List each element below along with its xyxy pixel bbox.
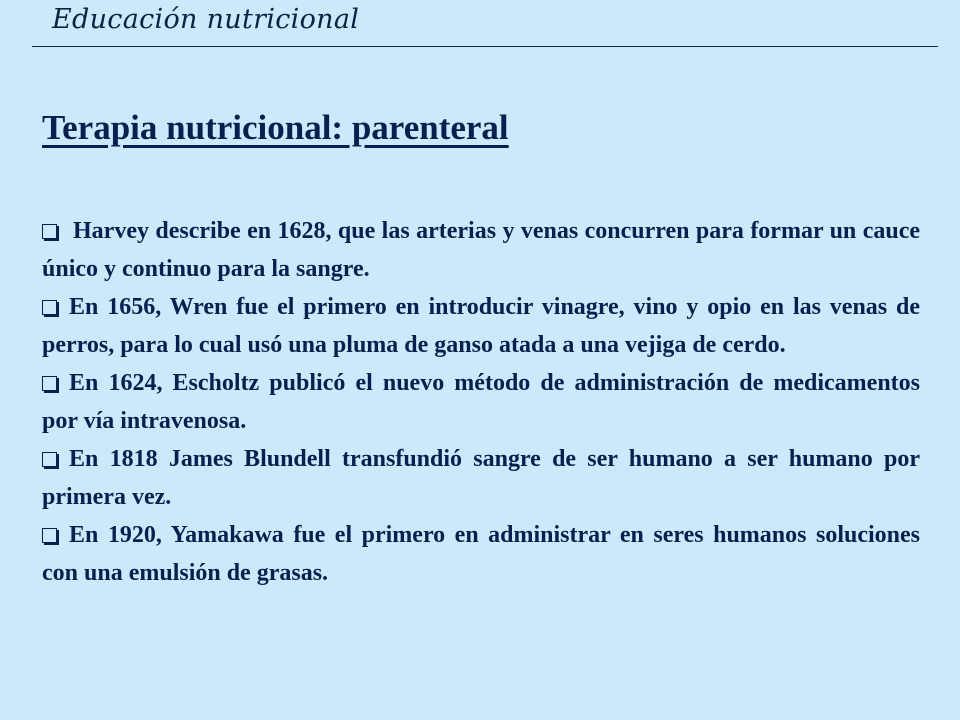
bullet-text-4: En 1818 James Blundell transfundió sangre de ser humano a ser humano por primera vez. xyxy=(42,446,920,510)
slide-title: Terapia nutricional: parenteral xyxy=(42,108,509,147)
bullet-item-2 xyxy=(42,288,920,364)
bullet-item-4 xyxy=(42,440,920,516)
bullet-text-1: Harvey describe en 1628, que las arterias y venas concurren para formar un cauce único y continuo para la sangre. xyxy=(42,218,920,282)
square-bullet-icon xyxy=(42,300,57,315)
bullet-item-1 xyxy=(42,212,920,288)
bullet-text-5: En 1920, Yamakawa fue el primero en administrar en seres humanos soluciones con una emulsión de grasas. xyxy=(42,522,920,586)
header-divider xyxy=(32,46,938,47)
slide-header-title: Educación nutricional xyxy=(52,4,360,35)
bullet-item-5 xyxy=(42,516,920,592)
bullet-list xyxy=(42,212,920,592)
bullet-text-3: En 1624, Escholtz publicó el nuevo método de administración de medicamentos por vía intravenosa. xyxy=(42,370,920,434)
bullet-text-2: En 1656, Wren fue el primero en introducir vinagre, vino y opio en las venas de perros, para lo cual usó una pluma de ganso atada a una vejiga de cerdo. xyxy=(42,294,920,358)
square-bullet-icon xyxy=(42,376,57,391)
square-bullet-icon xyxy=(42,452,57,467)
square-bullet-icon xyxy=(42,528,57,543)
bullet-item-3 xyxy=(42,364,920,440)
square-bullet-icon xyxy=(42,224,57,239)
